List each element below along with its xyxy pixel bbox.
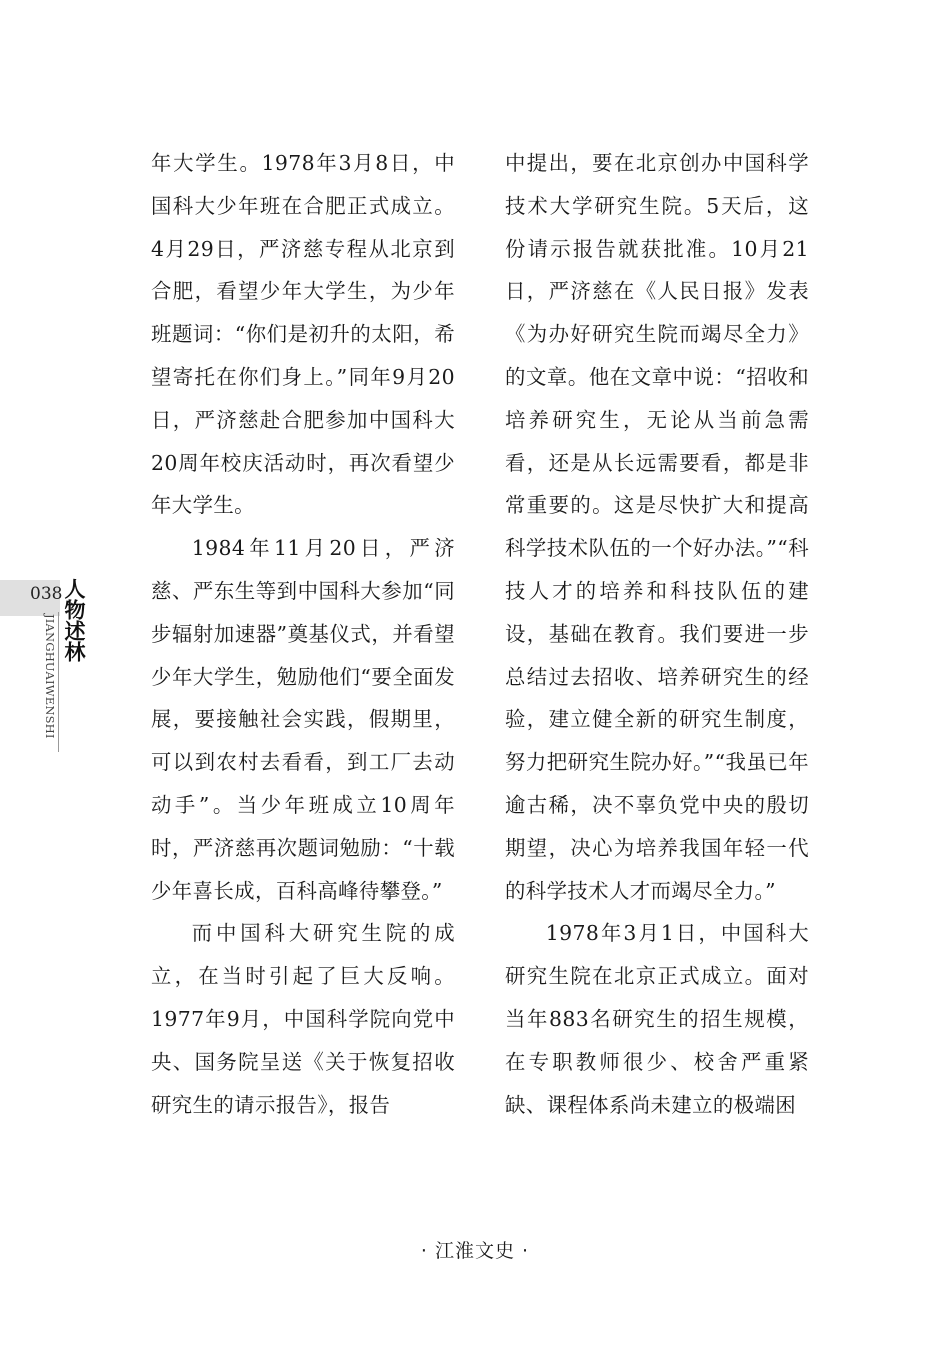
paragraph: 年大学生。1978年3月8日，中国科大少年班在合肥正式成立。4月29日，严济慈专程从北京到合肥，看望少年大学生，为少年班题词：“你们是初升的太阳，希望寄托在你们身上。”同年9月20日，严济慈赴合肥参加中国科大20周年校庆活动时，再次看望少年大学生。 (151, 151, 455, 518)
paragraph: 1978年3月1日，中国科大研究生院在北京正式成立。面对当年883名研究生的招生规模，在专职教师很少、校舍严重紧缺、课程体系尚未建立的极端困 (505, 921, 809, 1117)
section-title: 人物述林 (62, 578, 86, 662)
paragraph: 中提出，要在北京创办中国科学技术大学研究生院。5天后，这份请示报告就获批准。10月21日，严济慈在《人民日报》发表《为办好研究生院而竭尽全力》的文章。他在文章中说：“招收和培养研究生，无论从当前急需看，还是从长远需要看，都是非常重要的。这是尽快扩大和提高科学技术队伍的一个好办法。”“科技人才的培养和科技队伍的建设，基础在教育。我们要进一步总结过去招收、培养研究生的经验，建立健全新的研究生制度，努力把研究生院办好。”“我虽已年逾古稀，决不辜负党中央的殷切期望，决心为培养我国年轻一代的科学技术人才而竭尽全力。” (505, 151, 809, 903)
journal-footer: · 江淮文史 · (420, 1240, 530, 1262)
page-number: 038 (30, 584, 63, 604)
journal-pinyin: JIANGHUAIWENSHI (43, 614, 57, 739)
paragraph: 1984年11月20日，严济慈、严东生等到中国科大参加“同步辐射加速器”奠基仪式，并看望少年大学生，勉励他们“要全面发展，要接触社会实践，假期里，可以到农村去看看，到工厂去动动手”。当少年班成立10周年时，严济慈再次题词勉励：“十载少年喜长成，百科高峰待攀登。” (151, 536, 455, 903)
left-column (151, 142, 455, 1126)
sidebar-divider (58, 612, 59, 752)
right-column (505, 142, 809, 1126)
paragraph: 而中国科大研究生院的成立，在当时引起了巨大反响。1977年9月，中国科学院向党中央、国务院呈送《关于恢复招收研究生的请示报告》，报告 (151, 921, 455, 1117)
